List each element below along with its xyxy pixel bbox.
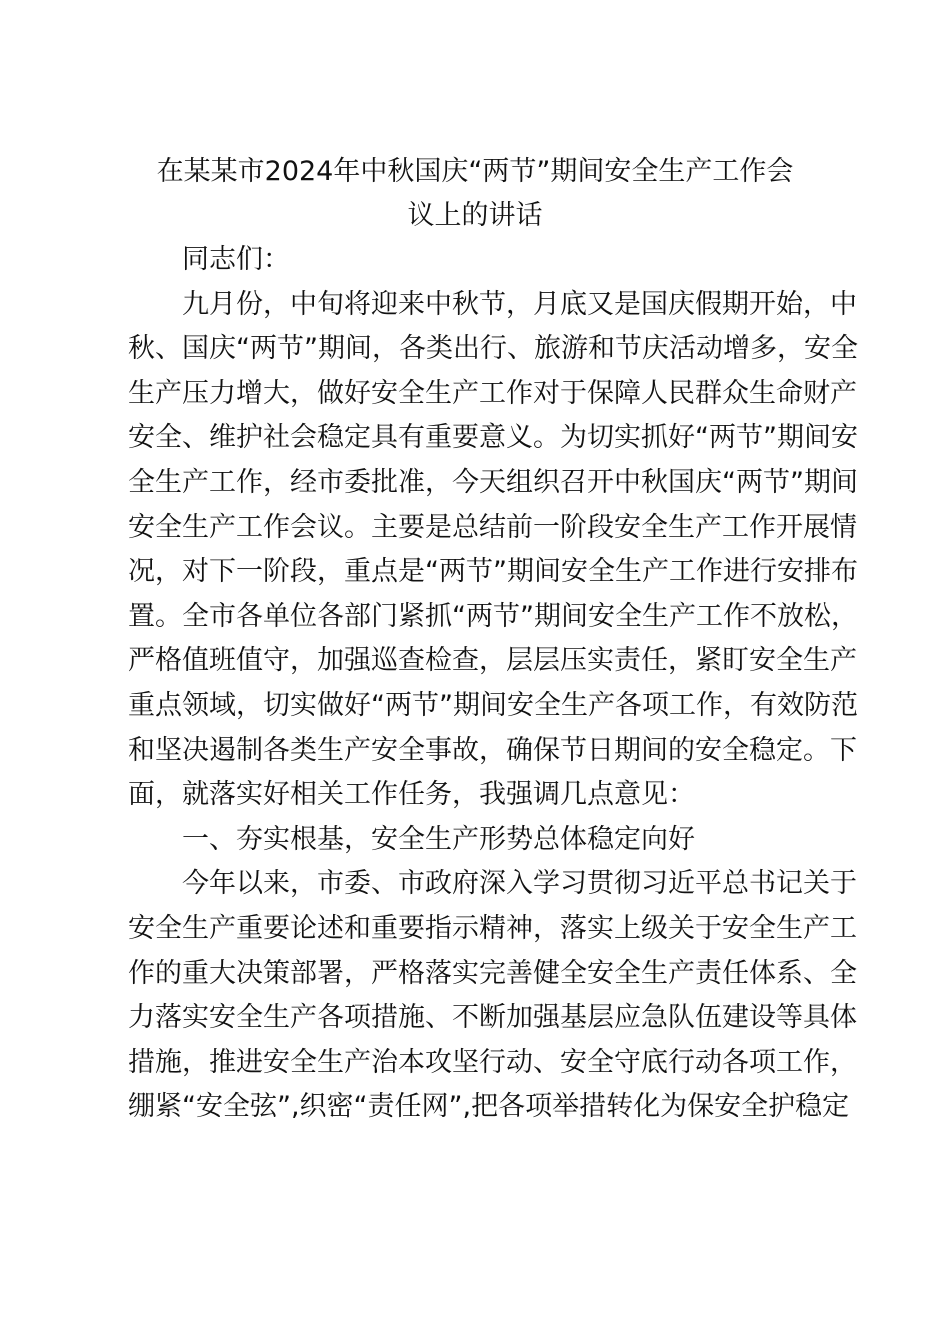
paragraph-line: 力落实安全生产各项措施、不断加强基层应急队伍建设等具体 [128,1002,857,1034]
paragraph-line: 绷紧“安全弦”,织密“责任网”,把各项举措转化为保安全护稳定 [128,1091,850,1123]
paragraph-line: 作的重大决策部署，严格落实完善健全安全生产责任体系、全 [128,957,857,989]
paragraph-line: 面，就落实好相关工作任务，我强调几点意见： [128,779,695,811]
paragraph-line: 况，对下一阶段，重点是“两节”期间安全生产工作进行安排布 [128,556,858,588]
paragraph-line: 九月份，中旬将迎来中秋节，月底又是国庆假期开始，中 [182,288,857,320]
paragraph-line: 和坚决遏制各类生产安全事故，确保节日期间的安全稳定。下 [128,734,857,766]
paragraph-line: 今年以来，市委、市政府深入学习贯彻习近平总书记关于 [182,868,857,900]
salutation: 同志们： [182,244,290,275]
paragraph-line: 严格值班值守，加强巡查检查，层层压实责任，紧盯安全生产 [128,645,857,677]
document-title [128,150,822,238]
paragraph-line: 生产压力增大，做好安全生产工作对于保障人民群众生命财产 [128,377,857,409]
paragraph-line: 全生产工作，经市委批准，今天组织召开中秋国庆“两节”期间 [128,466,858,498]
document-body [128,238,858,1130]
title-line-1: 在某某市2024年中秋国庆“两节”期间安全生产工作会 [156,156,794,187]
paragraph-line: 置。全市各单位各部门紧抓“两节”期间安全生产工作不放松， [128,600,858,632]
paragraph-line: 安全、维护社会稳定具有重要意义。为切实抓好“两节”期间安 [128,422,858,454]
paragraph-line: 安全生产工作会议。主要是总结前一阶段安全生产工作开展情 [128,511,857,543]
paragraph-line: 措施，推进安全生产治本攻坚行动、安全守底行动各项工作， [128,1046,857,1078]
paragraph-line: 秋、国庆“两节”期间，各类出行、旅游和节庆活动增多，安全 [128,333,858,365]
document-content [128,150,858,1130]
paragraph-line: 重点领域，切实做好“两节”期间安全生产各项工作，有效防范 [128,689,858,721]
paragraph-line: 安全生产重要论述和重要指示精神，落实上级关于安全生产工 [128,912,857,944]
section-heading: 一、夯实根基，安全生产形势总体稳定向好 [182,823,695,855]
title-line-2: 议上的讲话 [407,200,543,231]
